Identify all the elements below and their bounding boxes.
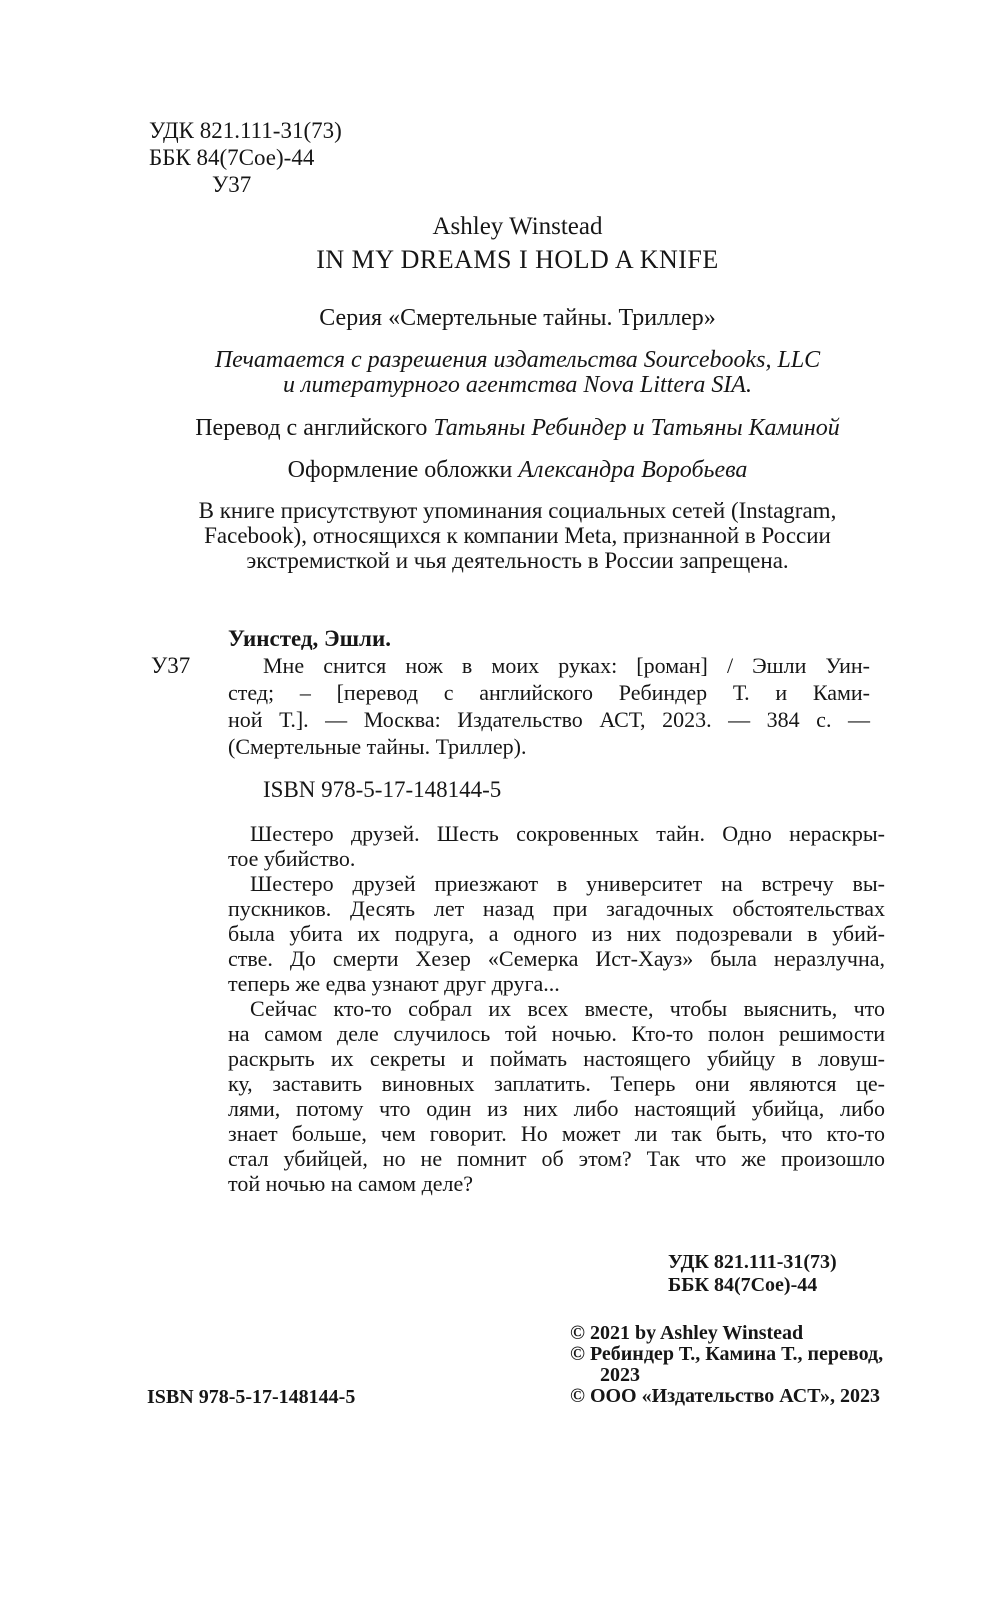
series-name: Серия «Смертельные тайны. Триллер» (319, 305, 716, 331)
annotation-paragraph (228, 871, 885, 996)
catalog-entry (228, 625, 870, 760)
top-classification-codes (149, 117, 342, 198)
copyright-block (570, 1323, 883, 1407)
catalog-line: ной Т.]. — Москва: Издательство АСТ, 2023. — 384 с. — (228, 707, 870, 732)
annotation-line: стве. До смерти Хезер «Семерка Ист-Хауз» была неразлучна, (228, 946, 885, 971)
annotation-line: раскрыть их секреты и поймать настоящего убийцу в ловуш- (228, 1046, 885, 1071)
bottom-classification-codes (668, 1251, 837, 1297)
cover-prefix: Оформление обложки (287, 457, 513, 483)
annotation-line: Шестеро друзей. Шесть сокровенных тайн. Одно нераскры- (250, 821, 885, 846)
annotation-line: ку, заставить виновных заплатить. Теперь они являются це- (228, 1071, 885, 1096)
annotation-paragraph (228, 996, 885, 1196)
translators: Татьяны Ребиндер и Татьяны Каминой (433, 415, 840, 441)
copyright-line: © 2021 by Ashley Winstead (570, 1322, 804, 1344)
bbk-code: ББК 84(7Сое)-44 (149, 145, 315, 170)
annotation-line: была убита их подруга, а одного из них подозревали в убий- (228, 921, 885, 946)
cover-credit (150, 457, 885, 484)
copyright-line: © ООО «Издательство АСТ», 2023 (570, 1385, 881, 1407)
license-note (150, 348, 885, 398)
catalog-line: стед; – [перевод с английского Ребиндер Т. и Ками- (228, 680, 870, 705)
license-line: Печатается с разрешения издательства Sourcebooks, LLC (214, 347, 821, 373)
book-author: Ashley Winstead (432, 213, 603, 240)
cover-designer: Александра Воробьева (518, 457, 748, 483)
annotation-line: теперь же едва узнают друг друга... (228, 971, 560, 996)
annotation-paragraph (228, 821, 885, 871)
meta-disclaimer-line: В книге присутствуют упоминания социальных сетей (Instagram, (198, 498, 837, 523)
copyright-line-continuation: 2023 (600, 1364, 640, 1386)
udk-code: УДК 821.111-31(73) (149, 118, 342, 143)
catalog-author-sign: У37 (151, 653, 191, 678)
meta-disclaimer (150, 498, 885, 573)
annotation-line: на самом деле случилось той ночью. Кто-то полон решимости (228, 1021, 885, 1046)
bbk-code-bottom: ББК 84(7Сое)-44 (668, 1274, 818, 1296)
isbn-footer: ISBN 978-5-17-148144-5 (147, 1386, 356, 1408)
author-sign: У37 (212, 172, 252, 197)
isbn-catalog: ISBN 978-5-17-148144-5 (263, 777, 502, 802)
copyright-line: © Ребиндер Т., Камина Т., перевод, (570, 1343, 884, 1365)
annotation-line: знает больше, чем говорит. Но может ли так быть, что кто-то (228, 1121, 885, 1146)
meta-disclaimer-line: Facebook), относящихся к компании Meta, признанной в России (204, 523, 831, 548)
annotation-line: Шестеро друзей приезжают в университет на встречу вы- (250, 871, 885, 896)
annotation-line: пускников. Десять лет назад при загадочных обстоятельствах (228, 896, 885, 921)
meta-disclaimer-line: экстремисткой и чья деятельность в России запрещена. (246, 548, 789, 573)
catalog-heading: Уинстед, Эшли. (228, 626, 391, 651)
translation-credit (150, 415, 885, 442)
catalog-line: (Смертельные тайны. Триллер). (228, 734, 527, 759)
annotation (228, 821, 885, 1196)
annotation-line: лями, потому что один из них либо настоящий убийца, либо (228, 1096, 885, 1121)
annotation-line: стал убийцей, но не помнит об этом? Так что же произошло (228, 1146, 885, 1171)
catalog-line: Мне снится нож в моих руках: [роман] / Эшли Уин- (263, 653, 870, 678)
udk-code-bottom: УДК 821.111-31(73) (668, 1251, 837, 1273)
original-title: IN MY DREAMS I HOLD A KNIFE (316, 245, 719, 274)
annotation-line: той ночью на самом деле? (228, 1171, 474, 1196)
annotation-line: Сейчас кто-то собрал их всех вместе, чтобы выяснить, что (250, 996, 885, 1021)
license-line: и литературного агентства Nova Littera SIA. (283, 372, 752, 398)
annotation-line: тое убийство. (228, 846, 356, 871)
translation-prefix: Перевод с английского (195, 415, 428, 441)
